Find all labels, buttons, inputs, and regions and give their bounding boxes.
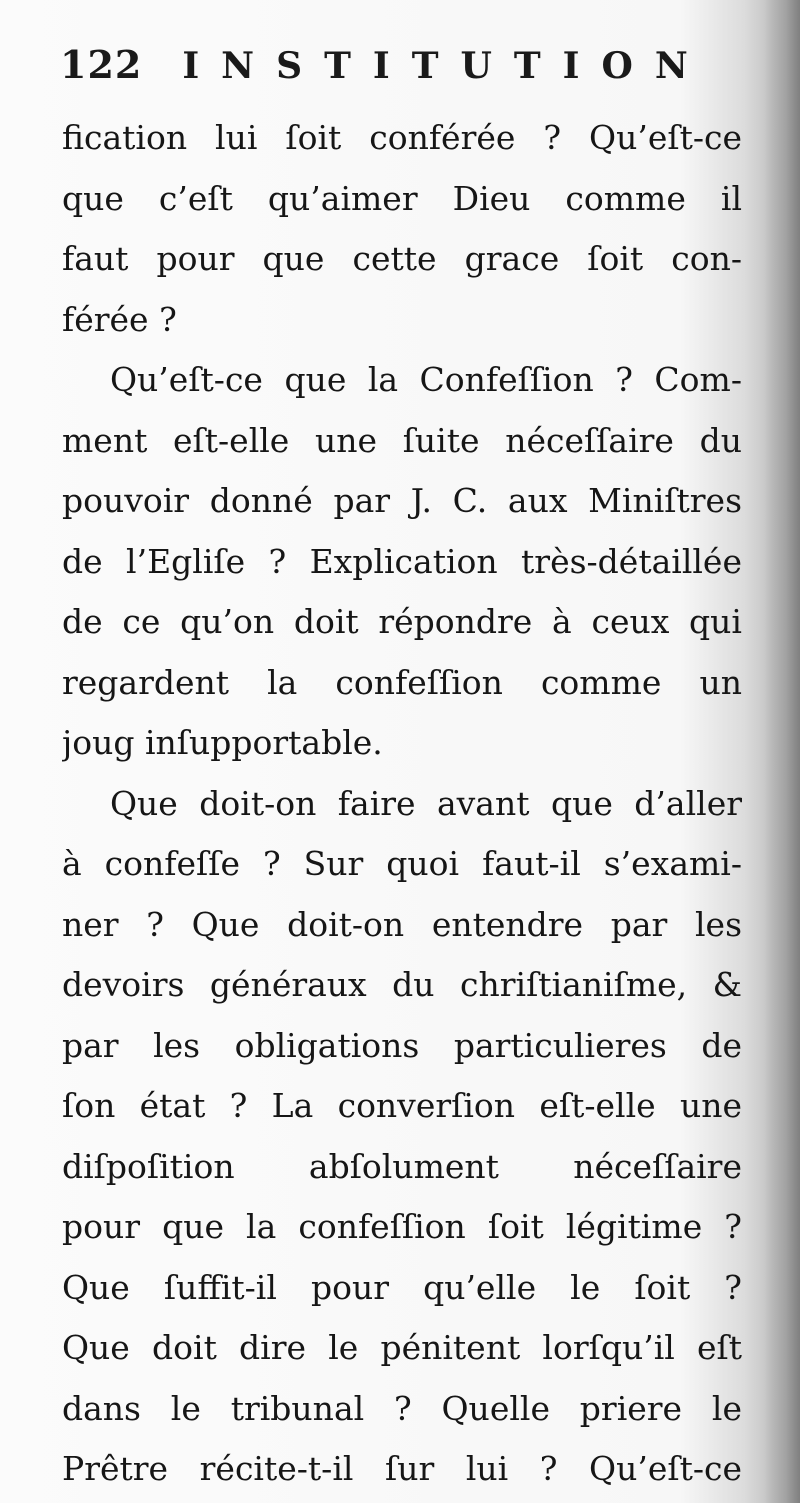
text-line: férée ?: [62, 299, 177, 339]
text-line: dans le tribunal ? Quelle priere le: [62, 1388, 742, 1428]
text-line: Prêtre récite-t-il ſur lui ? Qu’eſt-ce: [62, 1449, 742, 1488]
text-line: par les obligations particulieres de: [62, 1025, 742, 1065]
text-line: que c’eſt qu’aimer Dieu comme il: [62, 178, 742, 218]
text-line: joug inſupportable.: [62, 723, 383, 762]
text-line: ſon état ? La converſion eſt-elle une: [62, 1086, 742, 1125]
text-line: de ce qu’on doit répondre à ceux qui: [62, 602, 742, 641]
text-line: à confeſſe ? Sur quoi faut-il s’exami-: [62, 844, 742, 883]
page-gutter-shadow: [764, 0, 800, 1503]
text-line: pour que la confeſſion ſoit légitime ?: [62, 1207, 742, 1246]
text-line: regardent la confeſſion comme un: [62, 662, 742, 702]
paragraph-first-line: Qu’eſt-ce que la Confeſſion ? Com-: [110, 360, 742, 399]
text-line: Que ſuffit-il pour qu’elle le ſoit ?: [62, 1267, 742, 1307]
text-line: ner ? Que doit-on entendre par les: [62, 904, 742, 944]
text-line: de l’Egliſe ? Explication très-détaillée: [62, 541, 742, 581]
page-number: 122: [60, 42, 143, 87]
paragraph-first-line: Que doit-on faire avant que d’aller: [110, 783, 742, 823]
text-line: diſpoſition abſolument néceſſaire: [62, 1146, 742, 1186]
running-head: INSTITUTION: [182, 45, 710, 87]
page-header: [60, 42, 750, 104]
text-line: fication lui ſoit conférée ? Qu’eſt-ce: [62, 118, 742, 157]
text-line: Que doit dire le pénitent lorſqu’il eſt: [62, 1328, 742, 1367]
text-line: devoirs généraux du chriſtianiſme, &: [62, 965, 742, 1004]
text-line: pouvoir donné par J. C. aux Miniſtres: [62, 481, 742, 520]
body-text: [62, 108, 742, 1500]
text-line: ment eſt-elle une ſuite néceſſaire du: [62, 420, 742, 460]
text-line: faut pour que cette grace ſoit con-: [62, 239, 742, 278]
